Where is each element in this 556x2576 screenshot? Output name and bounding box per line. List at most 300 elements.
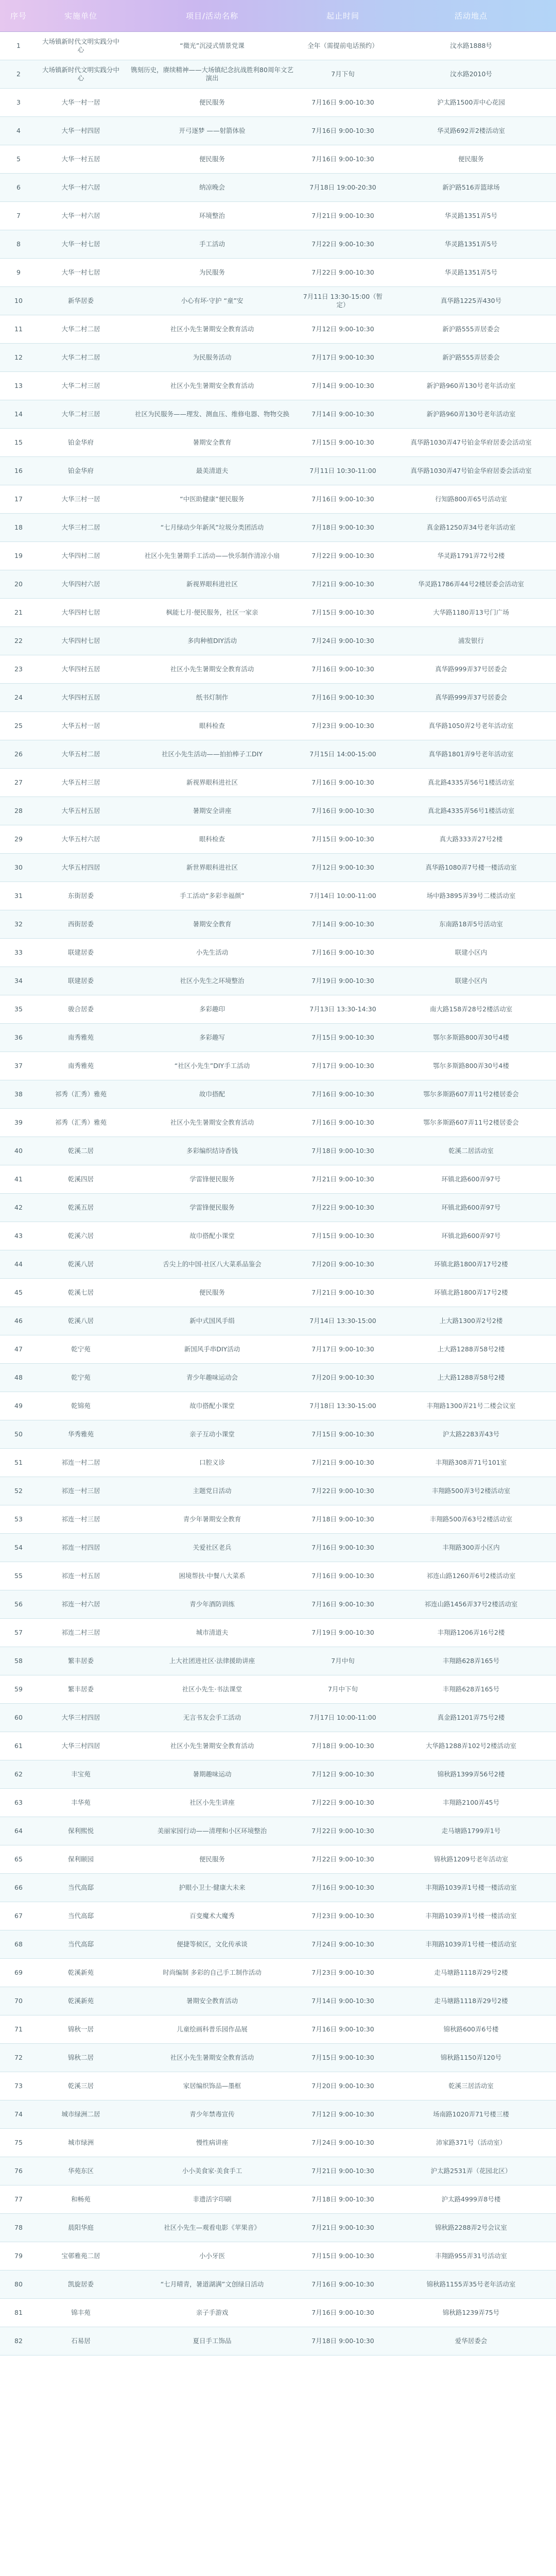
cell-project: 护眼小卫士·健康大未来 — [179, 1884, 246, 1891]
cell-time: 7月19日 9:00-10:30 — [311, 1629, 374, 1636]
cell-no: 58 — [14, 1657, 23, 1665]
table-row — [0, 769, 556, 797]
cell-no: 62 — [14, 1770, 23, 1778]
cell-time: 7月18日 9:00-10:30 — [311, 2195, 374, 2203]
cell-location: 真华路1030弄47号铂金华府居委会活动室 — [410, 438, 532, 446]
cell-unit: 大华一村一居 — [61, 98, 100, 106]
cell-unit: 大场镇新时代文明实践分中心 — [42, 38, 119, 54]
cell-time: 7月23日 9:00-10:30 — [311, 1912, 374, 1920]
table-row — [0, 32, 556, 60]
table-row — [0, 1364, 556, 1392]
cell-unit: 铂金华府 — [67, 467, 94, 474]
cell-unit: 和畅苑 — [71, 2195, 91, 2203]
table-row — [0, 570, 556, 599]
cell-no: 42 — [14, 1204, 23, 1211]
cell-location: 沪太路1500弄中心花园 — [437, 98, 505, 106]
cell-location: 祁连山路1260弄6号2楼活动室 — [426, 1572, 516, 1580]
cell-project: 社区小先生暑期安全教育活动 — [170, 325, 254, 333]
cell-no: 40 — [14, 1147, 23, 1155]
header-time: 起止时间 — [326, 11, 359, 21]
cell-project: 小先生活动 — [196, 948, 229, 956]
cell-project: 无言书友会手工活动 — [183, 1714, 241, 1721]
cell-time: 7月22日 9:00-10:30 — [311, 240, 374, 248]
cell-time: 7月22日 9:00-10:30 — [311, 1487, 374, 1495]
table-row — [0, 2242, 556, 2270]
cell-no: 21 — [14, 608, 23, 616]
cell-no: 79 — [14, 2252, 23, 2260]
cell-location: 真金路1201弄75号2楼 — [437, 1714, 505, 1721]
cell-no: 19 — [14, 552, 23, 560]
table-row — [0, 1959, 556, 1987]
cell-location: 联建小区内 — [455, 948, 488, 956]
cell-project: 青少年酒防训练 — [189, 1600, 235, 1608]
cell-no: 29 — [14, 835, 23, 843]
cell-time: 7月16日 9:00-10:30 — [311, 1118, 374, 1126]
cell-unit: 乾溪三居 — [67, 2082, 94, 2090]
cell-location: 锦秋路1155弄35号老年活动室 — [426, 2280, 516, 2288]
table-row — [0, 1477, 556, 1505]
cell-unit: 大华五村一居 — [61, 722, 100, 730]
cell-location: 便民服务 — [458, 155, 484, 163]
cell-unit: 繁丰居委 — [67, 1685, 94, 1693]
cell-unit: 凯旋居委 — [67, 2280, 94, 2288]
cell-time: 7月22日 9:00-10:30 — [311, 268, 374, 276]
cell-project: “七月晴青，暑道湖满”文创绿日活动 — [160, 2280, 264, 2288]
cell-project: 为民服务 — [199, 268, 225, 276]
cell-unit: 乾溪新苑 — [67, 1997, 94, 2005]
cell-project: 手工活动“多彩幸福颜” — [180, 892, 245, 900]
cell-location: 鄂尔多斯路800弄30号4楼 — [433, 1062, 509, 1070]
cell-time: 7月21日 9:00-10:30 — [311, 2167, 374, 2175]
cell-time: 7月16日 9:00-10:30 — [311, 127, 374, 134]
cell-project: 便民服务 — [199, 1289, 225, 1296]
table-row — [0, 1902, 556, 1930]
cell-project: 上大社团进社区·法律援助讲座 — [169, 1657, 255, 1665]
cell-unit: 华秀雅苑 — [67, 1430, 94, 1438]
cell-time: 7月18日 9:00-10:30 — [311, 1742, 374, 1750]
cell-unit: 当代高邸 — [67, 1912, 94, 1920]
cell-unit: 祁连一村六居 — [61, 1600, 100, 1608]
cell-unit: 乾锦苑 — [71, 1402, 91, 1410]
cell-project: 青少年暑期安全教育 — [183, 1515, 241, 1523]
cell-location: 真华路999弄37号居委会 — [435, 665, 507, 673]
cell-time: 7月16日 9:00-10:30 — [311, 1600, 374, 1608]
cell-location: 真北路4335弄56号1楼活动室 — [427, 778, 515, 786]
cell-project: 青少年趣味运动会 — [186, 1374, 238, 1381]
cell-no: 18 — [14, 523, 23, 531]
cell-no: 81 — [14, 2309, 23, 2316]
cell-project: “社区小先生”DIY手工活动 — [174, 1062, 250, 1070]
cell-unit: 大华二村二居 — [61, 325, 100, 333]
cell-location: 真北路4335弄56号1楼活动室 — [427, 807, 515, 815]
cell-time: 7月18日 9:00-10:30 — [311, 1515, 374, 1523]
cell-location: 乾溪三居活动室 — [448, 2082, 494, 2090]
table-row — [0, 910, 556, 939]
cell-location: 真大路333弄27号2楼 — [439, 835, 503, 843]
cell-unit: 祁连一村四居 — [61, 1544, 100, 1551]
cell-location: 锦秋路1399弄56号2楼 — [437, 1770, 505, 1778]
cell-no: 76 — [14, 2167, 23, 2175]
cell-time: 7月16日 9:00-10:30 — [311, 807, 374, 815]
table-row — [0, 2214, 556, 2242]
cell-time: 7月15日 9:00-10:30 — [311, 1232, 374, 1240]
cell-unit: 西街居委 — [67, 920, 94, 928]
cell-time: 7月19日 9:00-10:30 — [311, 977, 374, 985]
cell-project: 镌刻历史，赓续精神——大场镇纪念抗战胜利80周年文艺演出 — [131, 66, 293, 82]
cell-project: 主题党日活动 — [193, 1487, 232, 1495]
cell-time: 7月18日 13:30-15:00 — [309, 1402, 376, 1410]
cell-unit: 乾溪六居 — [67, 1232, 94, 1240]
cell-unit: 南秀雅苑 — [67, 1062, 94, 1070]
cell-time: 7月12日 9:00-10:30 — [311, 2110, 374, 2118]
cell-time: 7月22日 9:00-10:30 — [311, 1827, 374, 1835]
cell-unit: 大华五村六居 — [61, 835, 100, 843]
table-row — [0, 1109, 556, 1137]
cell-project: 多彩编织结诗香钱 — [186, 1147, 238, 1155]
cell-time: 7月18日 19:00-20:30 — [309, 183, 376, 191]
cell-unit: 大华二村二居 — [61, 353, 100, 361]
table-row — [0, 1052, 556, 1080]
cell-no: 7 — [16, 212, 21, 219]
cell-time: 7月12日 9:00-10:30 — [311, 863, 374, 871]
cell-location: 场中路3895弄39号二楼活动室 — [426, 892, 516, 900]
cell-unit: 联建居委 — [67, 948, 94, 956]
cell-location: 丰翔路1039弄1号楼一楼活动室 — [425, 1940, 517, 1948]
cell-location: 上大路1300弄2号2楼 — [439, 1317, 503, 1325]
cell-time: 7月17日 10:00-11:00 — [309, 1714, 376, 1721]
cell-location: 新沪路960弄130号老年活动室 — [426, 382, 516, 389]
cell-time: 7月18日 9:00-10:30 — [311, 1147, 374, 1155]
cell-location: 丰翔路308弄71号101室 — [435, 1459, 507, 1466]
table-row — [0, 1392, 556, 1420]
cell-no: 77 — [14, 2195, 23, 2203]
cell-unit: 保利熙悦 — [67, 1827, 94, 1835]
cell-no: 34 — [14, 977, 23, 985]
cell-project: 枫能七月·便民服务，社区一家亲 — [166, 608, 258, 616]
cell-project: 暑期安全讲座 — [193, 807, 232, 815]
cell-no: 5 — [16, 155, 21, 163]
cell-project: 社区小先生暑期安全教育活动 — [170, 1742, 254, 1750]
cell-time: 7月13日 13:30-14:30 — [309, 1005, 376, 1013]
cell-project: 纳凉晚会 — [199, 183, 225, 191]
cell-unit: 大华二村三居 — [61, 410, 100, 418]
table-row — [0, 457, 556, 485]
cell-unit: 大华五村五居 — [61, 807, 100, 815]
cell-project: 环境整治 — [199, 212, 225, 219]
table-body — [0, 32, 556, 2355]
cell-no: 78 — [14, 2224, 23, 2231]
cell-project: 多彩趣写 — [199, 1033, 225, 1041]
cell-unit: 大华四村五居 — [61, 693, 100, 701]
header-unit: 实施单位 — [64, 11, 97, 21]
cell-project: 便民服务 — [199, 155, 225, 163]
table-row — [0, 1137, 556, 1165]
cell-time: 7月15日 9:00-10:30 — [311, 438, 374, 446]
cell-project: 亲子手游戏 — [196, 2309, 229, 2316]
table-row — [0, 2100, 556, 2129]
table-row — [0, 825, 556, 854]
cell-project: 便民服务 — [199, 1855, 225, 1863]
table-row — [0, 174, 556, 202]
table-row — [0, 1845, 556, 1874]
cell-location: 祁连山路1456弄37号2楼活动室 — [424, 1600, 518, 1608]
cell-project: 新中式国风手绢 — [189, 1317, 235, 1325]
cell-location: 华灵路1351弄5号 — [444, 268, 498, 276]
cell-no: 45 — [14, 1289, 23, 1296]
cell-location: 丰翔路2100弄45号 — [442, 1799, 500, 1806]
cell-no: 46 — [14, 1317, 23, 1325]
table-row — [0, 2015, 556, 2044]
cell-no: 53 — [14, 1515, 23, 1523]
cell-location: 沪太路2283弄43号 — [442, 1430, 500, 1438]
cell-project: “微光”沉浸式情景党课 — [180, 42, 245, 49]
table-row — [0, 627, 556, 655]
cell-location: 华灵路1791弄72号2楼 — [437, 552, 505, 560]
cell-location: 场南路1020弄71号楼三楼 — [433, 2110, 509, 2118]
cell-unit: 大华四村七居 — [61, 637, 100, 645]
cell-unit: 大华四村二居 — [61, 552, 100, 560]
cell-unit: 南秀雅苑 — [67, 1033, 94, 1041]
cell-location: 大华路1288弄102号2楼活动室 — [425, 1742, 517, 1750]
cell-time: 7月23日 9:00-10:30 — [311, 1969, 374, 1976]
cell-location: 走马塘路1799弄1号 — [441, 1827, 501, 1835]
cell-time: 7月14日 9:00-10:30 — [311, 382, 374, 389]
table-row — [0, 1222, 556, 1250]
table-row — [0, 1817, 556, 1845]
cell-no: 38 — [14, 1090, 23, 1098]
cell-location: 真华路1801弄9号老年活动室 — [428, 750, 514, 758]
cell-no: 80 — [14, 2280, 23, 2288]
cell-no: 11 — [14, 325, 23, 333]
cell-project: 新视界眼科进社区 — [186, 580, 238, 588]
cell-location: 丰翔路500弄3号2楼活动室 — [431, 1487, 511, 1495]
cell-no: 1 — [16, 42, 21, 49]
table-row — [0, 2270, 556, 2299]
cell-location: 新沪路516弄篮球场 — [442, 183, 500, 191]
cell-no: 72 — [14, 2054, 23, 2061]
cell-no: 69 — [14, 1969, 23, 1976]
cell-unit: 丰华苑 — [71, 1799, 91, 1806]
cell-location: 沛家路371号（活动室） — [436, 2139, 507, 2146]
table-row — [0, 854, 556, 882]
cell-no: 48 — [14, 1374, 23, 1381]
cell-location: 沪太路4999弄8号楼 — [441, 2195, 501, 2203]
cell-project: 困境帮扶·中餐八大菜系 — [179, 1572, 246, 1580]
cell-time: 7月17日 9:00-10:30 — [311, 1345, 374, 1353]
cell-location: 乾溪二居活动室 — [448, 1147, 494, 1155]
cell-no: 82 — [14, 2337, 23, 2345]
table-row — [0, 1194, 556, 1222]
cell-location: 环镇北路600弄97号 — [441, 1175, 501, 1183]
cell-time: 7月20日 9:00-10:30 — [311, 2082, 374, 2090]
table-row — [0, 230, 556, 259]
table-header — [0, 0, 556, 32]
cell-time: 7月16日 9:00-10:30 — [311, 2309, 374, 2316]
table-row — [0, 684, 556, 712]
cell-time: 7月中下旬 — [328, 1685, 358, 1693]
cell-project: 学雷锋便民服务 — [189, 1204, 235, 1211]
cell-unit: 祁秀（汇秀）雅苑 — [55, 1090, 107, 1098]
table-row — [0, 939, 556, 967]
table-row — [0, 485, 556, 514]
cell-no: 52 — [14, 1487, 23, 1495]
table-row — [0, 2044, 556, 2072]
cell-project: 亲子互动小课堂 — [189, 1430, 235, 1438]
cell-no: 63 — [14, 1799, 23, 1806]
cell-location: 行知路800弄65号活动室 — [435, 495, 507, 503]
cell-project: 新世界眼科进社区 — [186, 863, 238, 871]
cell-time: 7月17日 9:00-10:30 — [311, 1062, 374, 1070]
cell-project: 社区小先生暑期安全教育活动 — [170, 2054, 254, 2061]
cell-location: 鄂尔多斯路800弄30号4楼 — [433, 1033, 509, 1041]
table-row — [0, 655, 556, 684]
cell-no: 74 — [14, 2110, 23, 2118]
cell-time: 7月16日 9:00-10:30 — [311, 778, 374, 786]
cell-location: 锦秋路2288弄2号会议室 — [435, 2224, 507, 2231]
cell-no: 50 — [14, 1430, 23, 1438]
table-row — [0, 1590, 556, 1619]
cell-no: 17 — [14, 495, 23, 503]
cell-project: 社区为民服务——理发、测血压、维修电器、物物交换 — [134, 410, 289, 418]
cell-project: 故巾搭配 — [199, 1090, 225, 1098]
cell-project: 社区小先生暑期安全教育活动 — [170, 1118, 254, 1126]
cell-location: 丰翔路1039弄1号楼一楼活动室 — [425, 1912, 517, 1920]
cell-location: 爱华居委会 — [455, 2337, 488, 2345]
cell-time: 7月22日 9:00-10:30 — [311, 1855, 374, 1863]
cell-no: 56 — [14, 1600, 23, 1608]
cell-unit: 大华五村三居 — [61, 778, 100, 786]
cell-location: 丰翔路1206弄16号2楼 — [437, 1629, 505, 1636]
cell-no: 36 — [14, 1033, 23, 1041]
cell-unit: 乾溪新苑 — [67, 1969, 94, 1976]
cell-time: 7月16日 9:00-10:30 — [311, 1544, 374, 1551]
cell-no: 28 — [14, 807, 23, 815]
table-row — [0, 1024, 556, 1052]
cell-location: 丰翔路300弄小区内 — [442, 1544, 500, 1551]
table-row — [0, 372, 556, 400]
cell-project: 家居编织饰品—墨框 — [183, 2082, 241, 2090]
cell-no: 13 — [14, 382, 23, 389]
table-row — [0, 1307, 556, 1335]
cell-location: 环镇北路1800弄17号2楼 — [434, 1289, 508, 1296]
cell-unit: 晨阳华庭 — [67, 2224, 94, 2231]
cell-location: 环镇北路600弄97号 — [441, 1204, 501, 1211]
cell-location: 锦秋路600弄6号楼 — [443, 2025, 499, 2033]
cell-location: 丰翔路628弄165号 — [442, 1685, 500, 1693]
cell-unit: 大华四村七居 — [61, 608, 100, 616]
cell-project: 开弓逐梦 ——射箭体验 — [179, 127, 246, 134]
cell-time: 7月14日 10:00-11:00 — [309, 892, 376, 900]
cell-no: 24 — [14, 693, 23, 701]
cell-time: 7月20日 9:00-10:30 — [311, 1260, 374, 1268]
table-row — [0, 1647, 556, 1675]
cell-project: 暑期安全教育活动 — [186, 1997, 238, 2005]
table-row — [0, 1335, 556, 1364]
cell-unit: 大华五村二居 — [61, 750, 100, 758]
cell-time: 7月12日 9:00-10:30 — [311, 1770, 374, 1778]
table-row — [0, 1874, 556, 1902]
cell-location: 沪太路2531弄（花园北区） — [430, 2167, 512, 2175]
table-row — [0, 2129, 556, 2157]
cell-unit: 大华一村六居 — [61, 212, 100, 219]
cell-project: 社区小先生暑期手工活动——快乐制作清凉小扇 — [144, 552, 280, 560]
cell-project: 眼科检查 — [199, 722, 225, 730]
table-row — [0, 995, 556, 1024]
cell-project: 为民服务活动 — [193, 353, 232, 361]
cell-location: 新沪路960弄130号老年活动室 — [426, 410, 516, 418]
cell-location: 东南路18弄5号活动室 — [439, 920, 503, 928]
cell-no: 8 — [16, 240, 21, 248]
table-row — [0, 429, 556, 457]
cell-project: 舌尖上的中国·社区八大菜系品鉴会 — [163, 1260, 262, 1268]
cell-project: 便民服务 — [199, 98, 225, 106]
cell-time: 7月21日 9:00-10:30 — [311, 580, 374, 588]
cell-no: 70 — [14, 1997, 23, 2005]
cell-project: “七月绿动少年新风”垃圾分类团活动 — [160, 523, 264, 531]
cell-time: 7月16日 9:00-10:30 — [311, 693, 374, 701]
cell-time: 7月21日 9:00-10:30 — [311, 2224, 374, 2231]
cell-unit: 乾溪七居 — [67, 1289, 94, 1296]
cell-no: 16 — [14, 467, 23, 474]
cell-location: 汶水路1888号 — [450, 42, 492, 49]
cell-time: 7月16日 9:00-10:30 — [311, 495, 374, 503]
cell-time: 7月16日 9:00-10:30 — [311, 98, 374, 106]
cell-location: 上大路1288弄58号2楼 — [437, 1374, 505, 1381]
cell-project: 美丽家园行动——清理和小区环境整治 — [157, 1827, 267, 1835]
table-row — [0, 2327, 556, 2355]
cell-location: 联建小区内 — [455, 977, 488, 985]
cell-location: 真金路1250弄34号老年活动室 — [426, 523, 516, 531]
cell-no: 35 — [14, 1005, 23, 1013]
cell-location: 环镇北路600弄97号 — [441, 1232, 501, 1240]
cell-time: 7月22日 9:00-10:30 — [311, 1204, 374, 1211]
cell-no: 39 — [14, 1118, 23, 1126]
cell-time: 7月15日 9:00-10:30 — [311, 1430, 374, 1438]
cell-unit: 乾溪八居 — [67, 1260, 94, 1268]
cell-time: 7月15日 9:00-10:30 — [311, 1033, 374, 1041]
cell-location: 锦秋路1150弄120号 — [440, 2054, 502, 2061]
cell-no: 60 — [14, 1714, 23, 1721]
cell-project: 城市清道夫 — [196, 1629, 229, 1636]
cell-time: 7月14日 13:30-15:00 — [309, 1317, 376, 1325]
table-row — [0, 2072, 556, 2100]
cell-time: 7月16日 9:00-10:30 — [311, 155, 374, 163]
cell-no: 33 — [14, 948, 23, 956]
table-row — [0, 1165, 556, 1194]
cell-no: 55 — [14, 1572, 23, 1580]
cell-project: 故巾搭配小课堂 — [189, 1232, 235, 1240]
cell-no: 15 — [14, 438, 23, 446]
cell-time: 7月22日 9:00-10:30 — [311, 552, 374, 560]
cell-no: 23 — [14, 665, 23, 673]
cell-time: 7月18日 9:00-10:30 — [311, 2337, 374, 2345]
cell-unit: 石易居 — [71, 2337, 91, 2345]
cell-location: 真华路1080弄7号楼一楼活动室 — [425, 863, 517, 871]
cell-location: 丰翔路500弄63号2楼活动室 — [429, 1515, 513, 1523]
cell-project: 新国风手串DIY活动 — [184, 1345, 240, 1353]
table-row — [0, 315, 556, 344]
cell-unit: 乾溪四居 — [67, 1175, 94, 1183]
cell-unit: 大华五村四居 — [61, 863, 100, 871]
cell-project: 暑期安全教育 — [193, 920, 232, 928]
cell-project: 社区小先生之环境整治 — [180, 977, 245, 985]
cell-no: 57 — [14, 1629, 23, 1636]
cell-no: 26 — [14, 750, 23, 758]
cell-location: 鄂尔多斯路607弄11号2楼居委会 — [423, 1118, 519, 1126]
cell-unit: 大华二村三居 — [61, 382, 100, 389]
cell-unit: 乾溪二居 — [67, 1147, 94, 1155]
cell-time: 7月16日 9:00-10:30 — [311, 2280, 374, 2288]
